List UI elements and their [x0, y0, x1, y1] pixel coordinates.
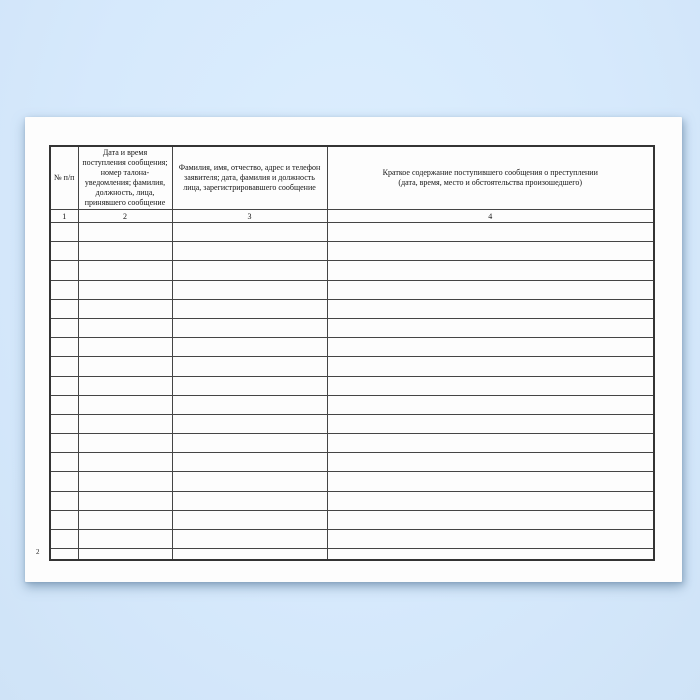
- table-cell-applicant: [172, 338, 327, 357]
- table-cell-summary: [327, 376, 654, 395]
- table-cell-summary: [327, 280, 654, 299]
- table-cell-num: [50, 530, 78, 549]
- table-cell-summary: [327, 318, 654, 337]
- table-cell-summary: [327, 434, 654, 453]
- table-cell-applicant: [172, 549, 327, 560]
- table-cell-num: [50, 395, 78, 414]
- table-cell-summary: [327, 261, 654, 280]
- table-cell-date-received: [78, 318, 172, 337]
- table-cell-summary: [327, 530, 654, 549]
- table-cell-applicant: [172, 299, 327, 318]
- column-header-summary-line2: (дата, время, место и обстоятельства произошедшего): [398, 178, 583, 187]
- table-cell-applicant: [172, 472, 327, 491]
- table-cell-num: [50, 338, 78, 357]
- table-header-row: [50, 146, 654, 210]
- document-page: [25, 117, 682, 582]
- table-row: [50, 549, 654, 560]
- table-cell-date-received: [78, 453, 172, 472]
- table-row: [50, 357, 654, 376]
- table-cell-num: [50, 299, 78, 318]
- table-cell-date-received: [78, 414, 172, 433]
- table-row: [50, 261, 654, 280]
- table-cell-num: [50, 242, 78, 261]
- table-cell-num: [50, 280, 78, 299]
- table-row: [50, 472, 654, 491]
- table-cell-applicant: [172, 414, 327, 433]
- table-cell-date-received: [78, 223, 172, 242]
- table-cell-applicant: [172, 434, 327, 453]
- table-cell-num: [50, 261, 78, 280]
- table-body: [50, 223, 654, 560]
- column-number-1: 1: [50, 210, 78, 223]
- table-cell-summary: [327, 472, 654, 491]
- table-cell-applicant: [172, 242, 327, 261]
- column-header-num: № п/п: [50, 146, 78, 210]
- table-cell-date-received: [78, 395, 172, 414]
- table-cell-date-received: [78, 530, 172, 549]
- table-cell-applicant: [172, 261, 327, 280]
- table-cell-date-received: [78, 261, 172, 280]
- table-cell-num: [50, 491, 78, 510]
- journal-table: [49, 145, 655, 561]
- table-cell-date-received: [78, 434, 172, 453]
- table-row: [50, 434, 654, 453]
- table-row: [50, 414, 654, 433]
- table-cell-summary: [327, 242, 654, 261]
- page-number: 2: [36, 548, 40, 556]
- table-cell-applicant: [172, 395, 327, 414]
- table-cell-applicant: [172, 453, 327, 472]
- table-row: [50, 280, 654, 299]
- table-cell-date-received: [78, 299, 172, 318]
- column-number-4: 4: [327, 210, 654, 223]
- table-row: [50, 491, 654, 510]
- column-header-date-received: Дата и время поступления сообщения; номер талона-уведомления; фамилия, должность, лица, принявшего сообщение: [78, 146, 172, 210]
- table-row: [50, 376, 654, 395]
- table-row: [50, 510, 654, 529]
- table-cell-num: [50, 318, 78, 337]
- column-number-2: 2: [78, 210, 172, 223]
- table-cell-summary: [327, 395, 654, 414]
- table-cell-applicant: [172, 530, 327, 549]
- table-cell-applicant: [172, 318, 327, 337]
- table-cell-num: [50, 357, 78, 376]
- table-cell-date-received: [78, 510, 172, 529]
- table-cell-summary: [327, 491, 654, 510]
- table-cell-summary: [327, 414, 654, 433]
- table-cell-date-received: [78, 357, 172, 376]
- table-cell-applicant: [172, 223, 327, 242]
- table-cell-summary: [327, 299, 654, 318]
- table-cell-num: [50, 549, 78, 560]
- table-cell-applicant: [172, 510, 327, 529]
- table-cell-num: [50, 223, 78, 242]
- column-header-summary-line1: Краткое содержание поступившего сообщения о преступлении: [382, 168, 598, 177]
- table-cell-summary: [327, 357, 654, 376]
- table-row: [50, 338, 654, 357]
- table-cell-num: [50, 414, 78, 433]
- table-row: [50, 223, 654, 242]
- column-header-applicant: Фамилия, имя, отчество, адрес и телефон заявителя; дата, фамилия и должность лица, зарегистрировавшего сообщение: [172, 146, 327, 210]
- table-row: [50, 318, 654, 337]
- table-cell-date-received: [78, 242, 172, 261]
- table-cell-summary: [327, 338, 654, 357]
- table-row: [50, 299, 654, 318]
- column-header-summary: [327, 146, 654, 210]
- table-cell-applicant: [172, 376, 327, 395]
- table-cell-summary: [327, 223, 654, 242]
- table-row: [50, 242, 654, 261]
- table-cell-num: [50, 376, 78, 395]
- table-cell-summary: [327, 510, 654, 529]
- table-cell-date-received: [78, 549, 172, 560]
- table-cell-date-received: [78, 472, 172, 491]
- table-row: [50, 530, 654, 549]
- table-cell-date-received: [78, 338, 172, 357]
- table-cell-applicant: [172, 357, 327, 376]
- table-cell-num: [50, 434, 78, 453]
- table-row: [50, 453, 654, 472]
- table-cell-summary: [327, 453, 654, 472]
- table-cell-date-received: [78, 280, 172, 299]
- table-cell-num: [50, 472, 78, 491]
- column-number-3: 3: [172, 210, 327, 223]
- table-cell-date-received: [78, 376, 172, 395]
- table-cell-applicant: [172, 491, 327, 510]
- column-number-row: [50, 210, 654, 223]
- table-cell-date-received: [78, 491, 172, 510]
- table-cell-num: [50, 453, 78, 472]
- table-cell-summary: [327, 549, 654, 560]
- table-cell-applicant: [172, 280, 327, 299]
- table-row: [50, 395, 654, 414]
- table-cell-num: [50, 510, 78, 529]
